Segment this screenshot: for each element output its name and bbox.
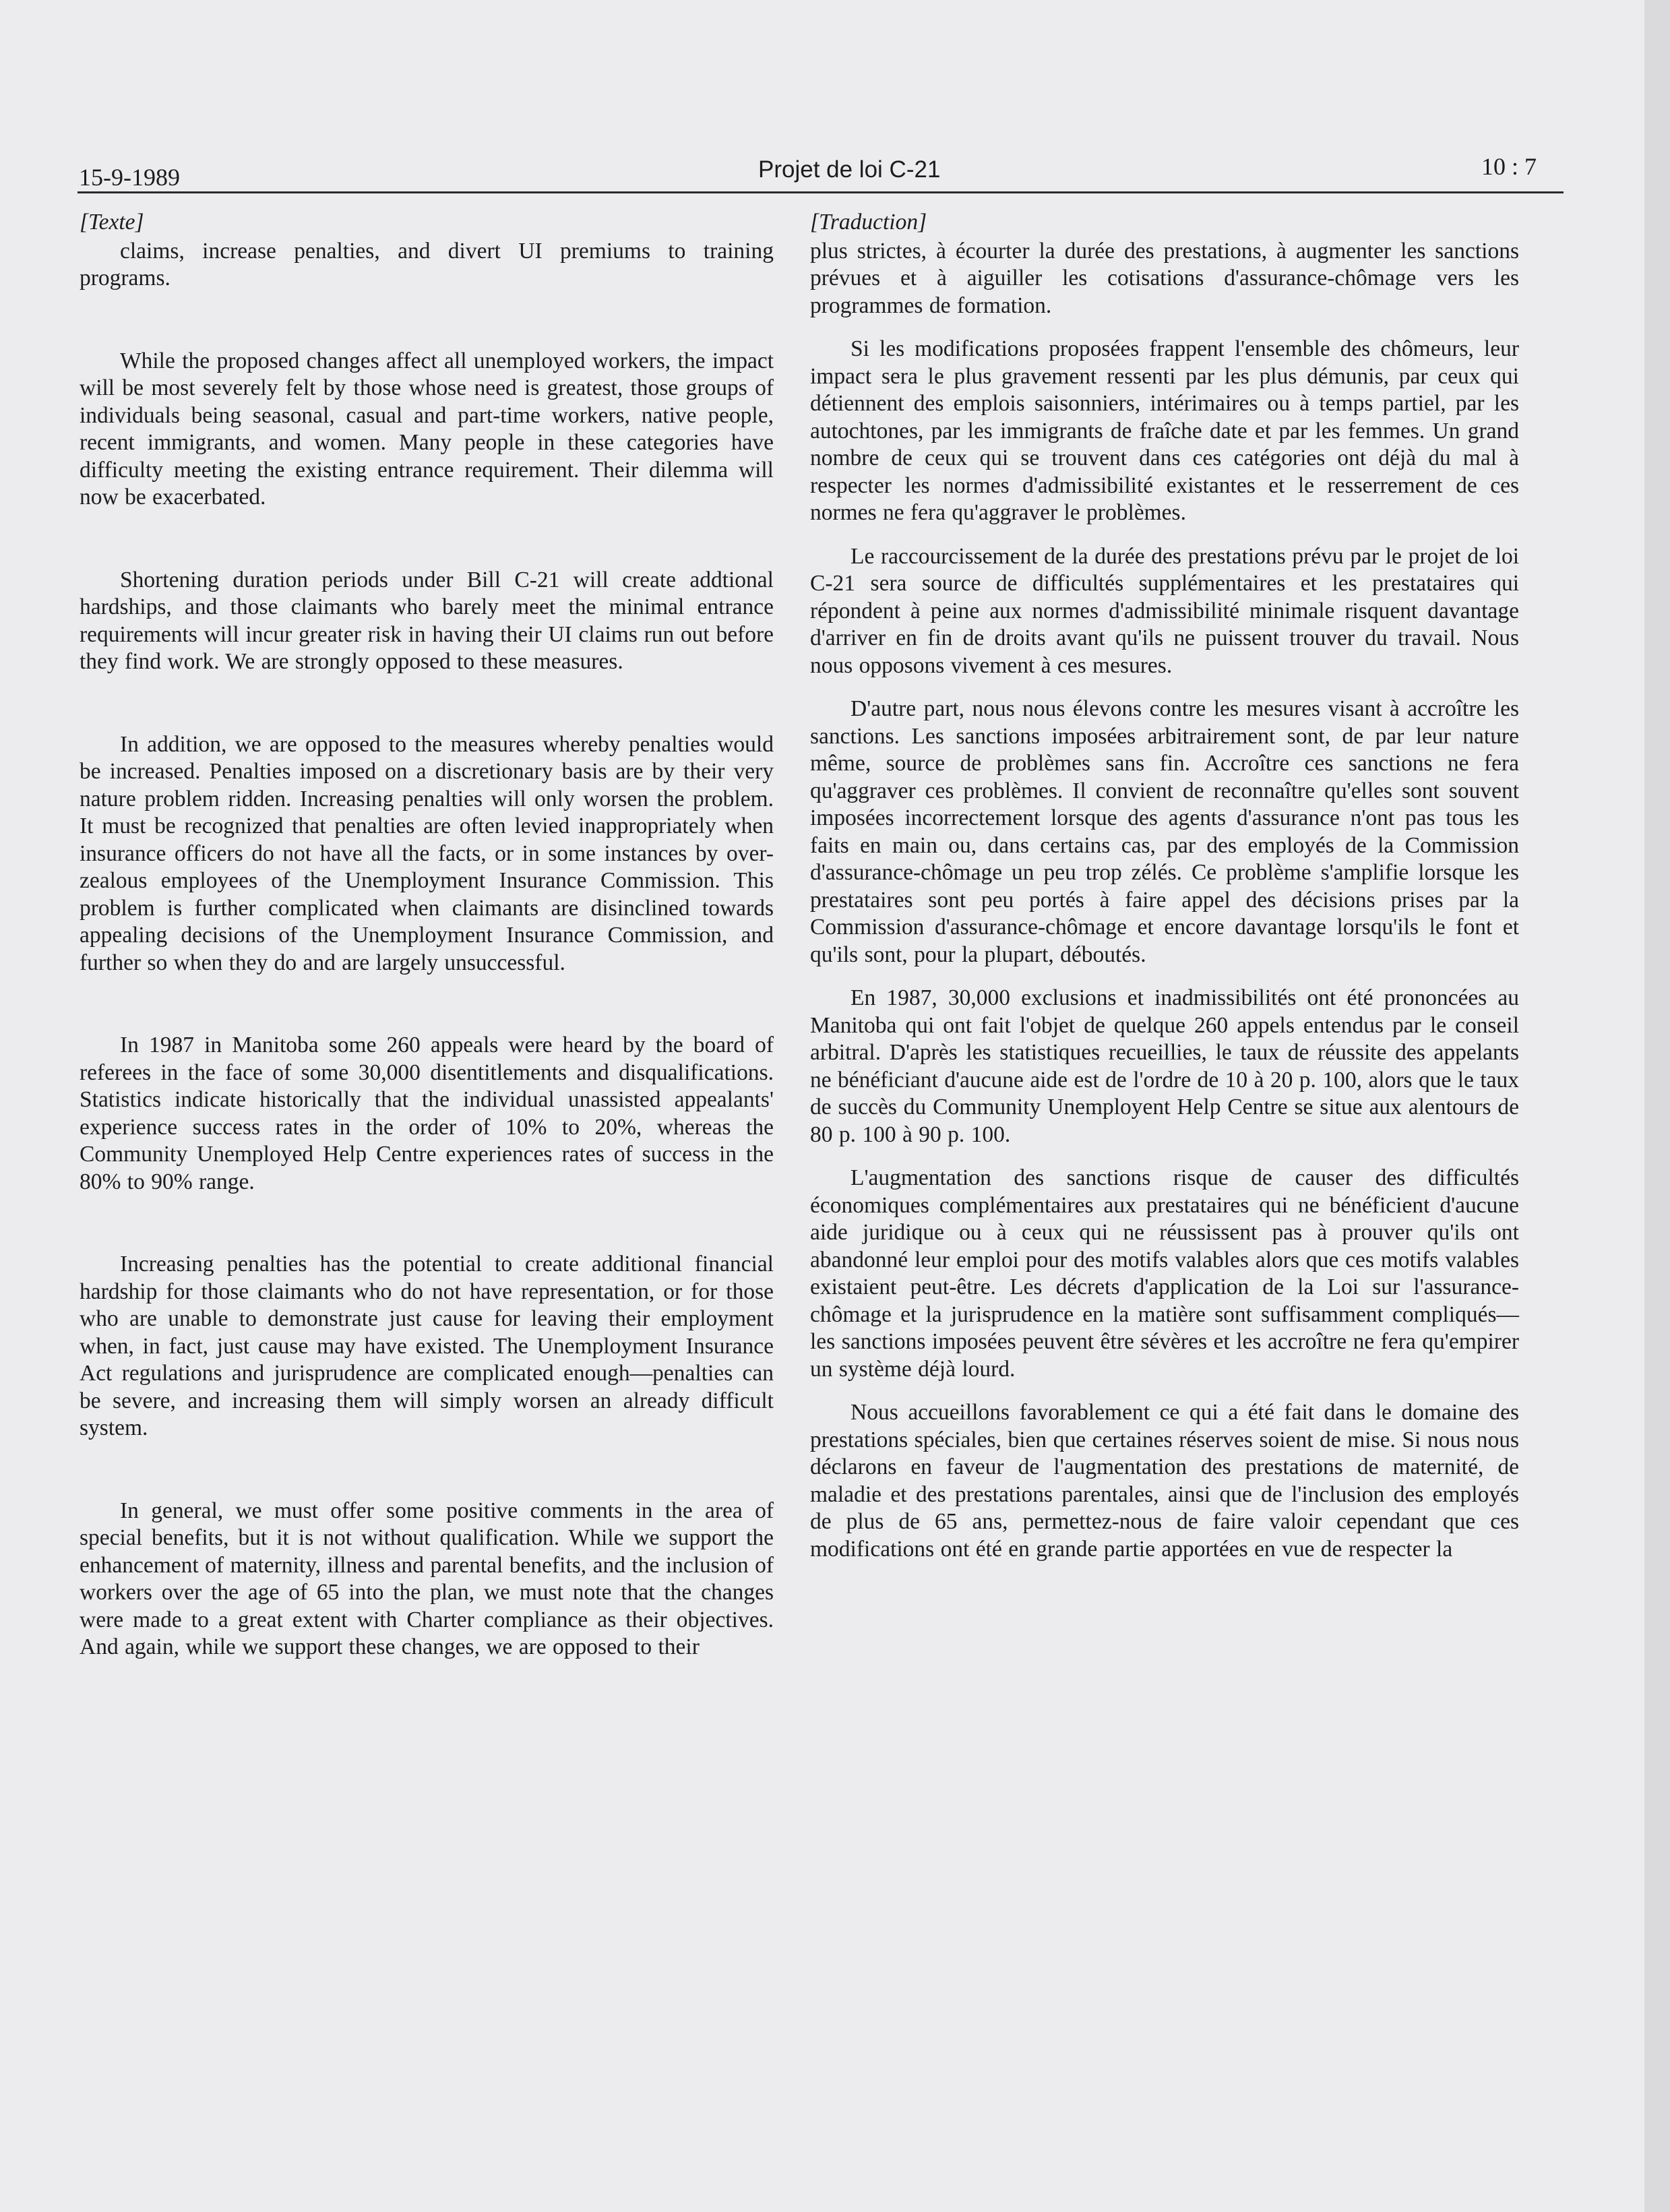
- header-title: Projet de loi C-21: [758, 156, 941, 183]
- page-header: [78, 151, 1564, 193]
- paragraph: claims, increase penalties, and divert UI premiums to training programs.: [80, 238, 774, 290]
- left-column-english: [80, 209, 774, 1661]
- right-column-label: [Traduction]: [810, 210, 927, 235]
- paragraph: D'autre part, nous nous élevons contre les mesures visant à accroître les sanctions. Les sanctions imposées arbitrairement sont, de par leur nature même, source de problèmes sans fin. Accroître ces sanctions ne fera qu'aggraver ces problèmes. Il convient de reconnaître qu'elles sont souvent imposées incorrectement lorsque des agents d'assurance n'ont pas tous les faits en main ou, dans certains cas, par des employés de la Commission d'assurance-chômage un peu trop zélés. Ce problème s'amplifie lorsque les prestataires sont peu portés à faire appel des décisions prises par la Commission d'assurance-chômage et encore davantage lorsqu'ils le font et qu'ils sont, pour la plupart, déboutés.: [810, 696, 1519, 967]
- paragraph: En 1987, 30,000 exclusions et inadmissibilités ont été prononcées au Manitoba qui ont fait l'objet de quelque 260 appels entendus par le conseil arbitral. D'après les statistiques recueillies, le taux de réussite des appelants ne bénéficiant d'aucune aide est de l'ordre de 10 à 20 p. 100, alors que le taux de succès du Community Unemployent Help Centre se situe aux alentours de 80 p. 100 à 90 p. 100.: [810, 985, 1519, 1147]
- paragraph: Shortening duration periods under Bill C-21 will create addtional hardships, and those claimants who barely meet the minimal entrance requirements will incur greater risk in having their UI claims run out before they find work. We are strongly opposed to these measures.: [80, 567, 774, 674]
- paragraph: Si les modifications proposées frappent l'ensemble des chômeurs, leur impact sera le plus gravement ressenti par les plus démunis, par ceux qui détiennent des emplois saisonniers, intérimaires ou à temps partiel, par les autochtones, par les immigrants de fraîche date et par les femmes. Un grand nombre de ceux qui se trouvent dans ces catégories ont déjà du mal à respecter les normes d'admissibilité existantes et le resserrement de ces normes ne fera qu'aggraver le problèmes.: [810, 336, 1519, 525]
- paragraph: In addition, we are opposed to the measures whereby penalties would be increased. Penalties imposed on a discretionary basis are by their very nature problem ridden. Increasing penalties will only worsen the problem. It must be recognized that penalties are often levied inappropriately when insurance officers do not have all the facts, or in some instances by over-zealous employees of the Unemployment Insurance Commission. This problem is further complicated when claimants are disinclined towards appealing decisions of the Unemployment Insurance Commission, and further so when they do and are largely unsuccessful.: [80, 731, 774, 975]
- paragraph: Nous accueillons favorablement ce qui a été fait dans le domaine des prestations spéciales, bien que certaines réserves soient de mise. Si nous nous déclarons en faveur de l'augmentation des prestations de maternité, de maladie et des prestations parentales, ainsi que de l'inclusion des employés de plus de 65 ans, permettez-nous de faire valoir cependant que ces modifications ont été en grande partie apportées en vue de respecter la: [810, 1400, 1519, 1562]
- left-column-label: [Texte]: [80, 210, 144, 235]
- paragraph: While the proposed changes affect all unemployed workers, the impact will be most severely felt by those whose need is greatest, those groups of individuals being seasonal, casual and part-time workers, native people, recent immigrants, and women. Many people in these categories have difficulty meeting the existing entrance requirement. Their dilemma will now be exacerbated.: [80, 348, 774, 510]
- right-column-french: [810, 209, 1519, 1563]
- paragraph: plus strictes, à écourter la durée des prestations, à augmenter les sanctions prévues et à aiguiller les cotisations d'assurance-chômage vers les programmes de formation.: [810, 238, 1519, 318]
- paragraph: Increasing penalties has the potential to create additional financial hardship for those claimants who do not have representation, or for those who are unable to demonstrate just cause for leaving their employment when, in fact, just cause may have existed. The Unemployment Insurance Act regulations and jurisprudence are complicated enough—penalties can be severe, and increasing them will simply worsen an already difficult system.: [80, 1252, 774, 1440]
- paragraph: In general, we must offer some positive comments in the area of special benefits, but it is not without qualification. While we support the enhancement of maternity, illness and parental benefits, and the inclusion of workers over the age of 65 into the plan, we must note that the changes were made to a great extent with Charter compliance as their objectives. And again, while we support these changes, we are opposed to their: [80, 1498, 774, 1659]
- page-edge: [1644, 0, 1670, 2212]
- paragraph: L'augmentation des sanctions risque de causer des difficultés économiques complémentaires aux prestataires qui ne bénéficient d'aucune aide juridique ou à ceux qui ne réussissent pas à prouver qu'ils ont abandonné leur emploi pour des motifs valables alors que ces motifs valables existaient peut-être. Les décrets d'application de la Loi sur l'assurance-chômage et la jurisprudence en la matière sont suffisamment compliqués—les sanctions imposées peuvent être sévères et les accroître ne fera qu'empirer un système déjà lourd.: [810, 1165, 1519, 1382]
- header-page-number: 10 : 7: [1481, 153, 1537, 180]
- header-date: 15-9-1989: [79, 164, 180, 191]
- paragraph: In 1987 in Manitoba some 260 appeals were heard by the board of referees in the face of some 30,000 disentitlements and disqualifications. Statistics indicate historically that the individual unassisted appealants' experience success rates in the order of 10% to 20%, whereas the Community Unemployed Help Centre experiences rates of success in the 80% to 90% range.: [80, 1033, 774, 1194]
- paragraph: Le raccourcissement de la durée des prestations prévu par le projet de loi C-21 sera source de difficultés supplémentaires et les prestataires qui répondent à peine aux normes d'admissibilité minimale risquent davantage d'arriver en fin de droits avant qu'ils ne puissent trouver du travail. Nous nous opposons vivement à ces mesures.: [810, 543, 1519, 678]
